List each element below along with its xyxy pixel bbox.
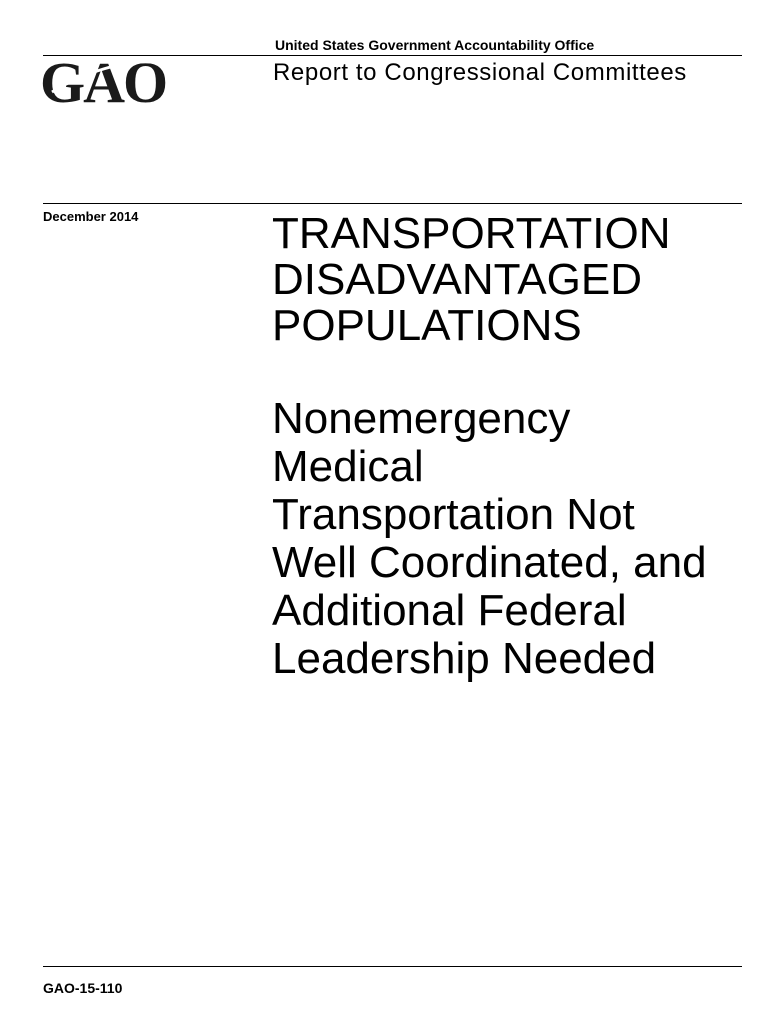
subtitle-line: Nonemergency <box>272 394 571 443</box>
report-title <box>272 211 742 349</box>
footer-divider <box>43 966 742 967</box>
report-type: Report to Congressional Committees <box>273 59 687 86</box>
subtitle-line: Leadership Needed <box>272 634 657 683</box>
title-line: TRANSPORTATION <box>272 209 671 258</box>
section-divider <box>43 203 742 204</box>
agency-name: United States Government Accountability Office <box>275 37 595 53</box>
gao-logo <box>40 52 180 110</box>
gao-logo-text: GAO <box>40 52 167 110</box>
subtitle-line: Well Coordinated, and <box>272 538 707 587</box>
title-line: DISADVANTAGED <box>272 255 642 304</box>
report-number: GAO-15-110 <box>43 980 123 996</box>
subtitle-line: Medical <box>272 442 424 491</box>
report-subtitle <box>272 395 752 683</box>
title-line: POPULATIONS <box>272 301 582 350</box>
report-date: December 2014 <box>43 209 139 224</box>
subtitle-line: Transportation Not <box>272 490 635 539</box>
subtitle-line: Additional Federal <box>272 586 627 635</box>
